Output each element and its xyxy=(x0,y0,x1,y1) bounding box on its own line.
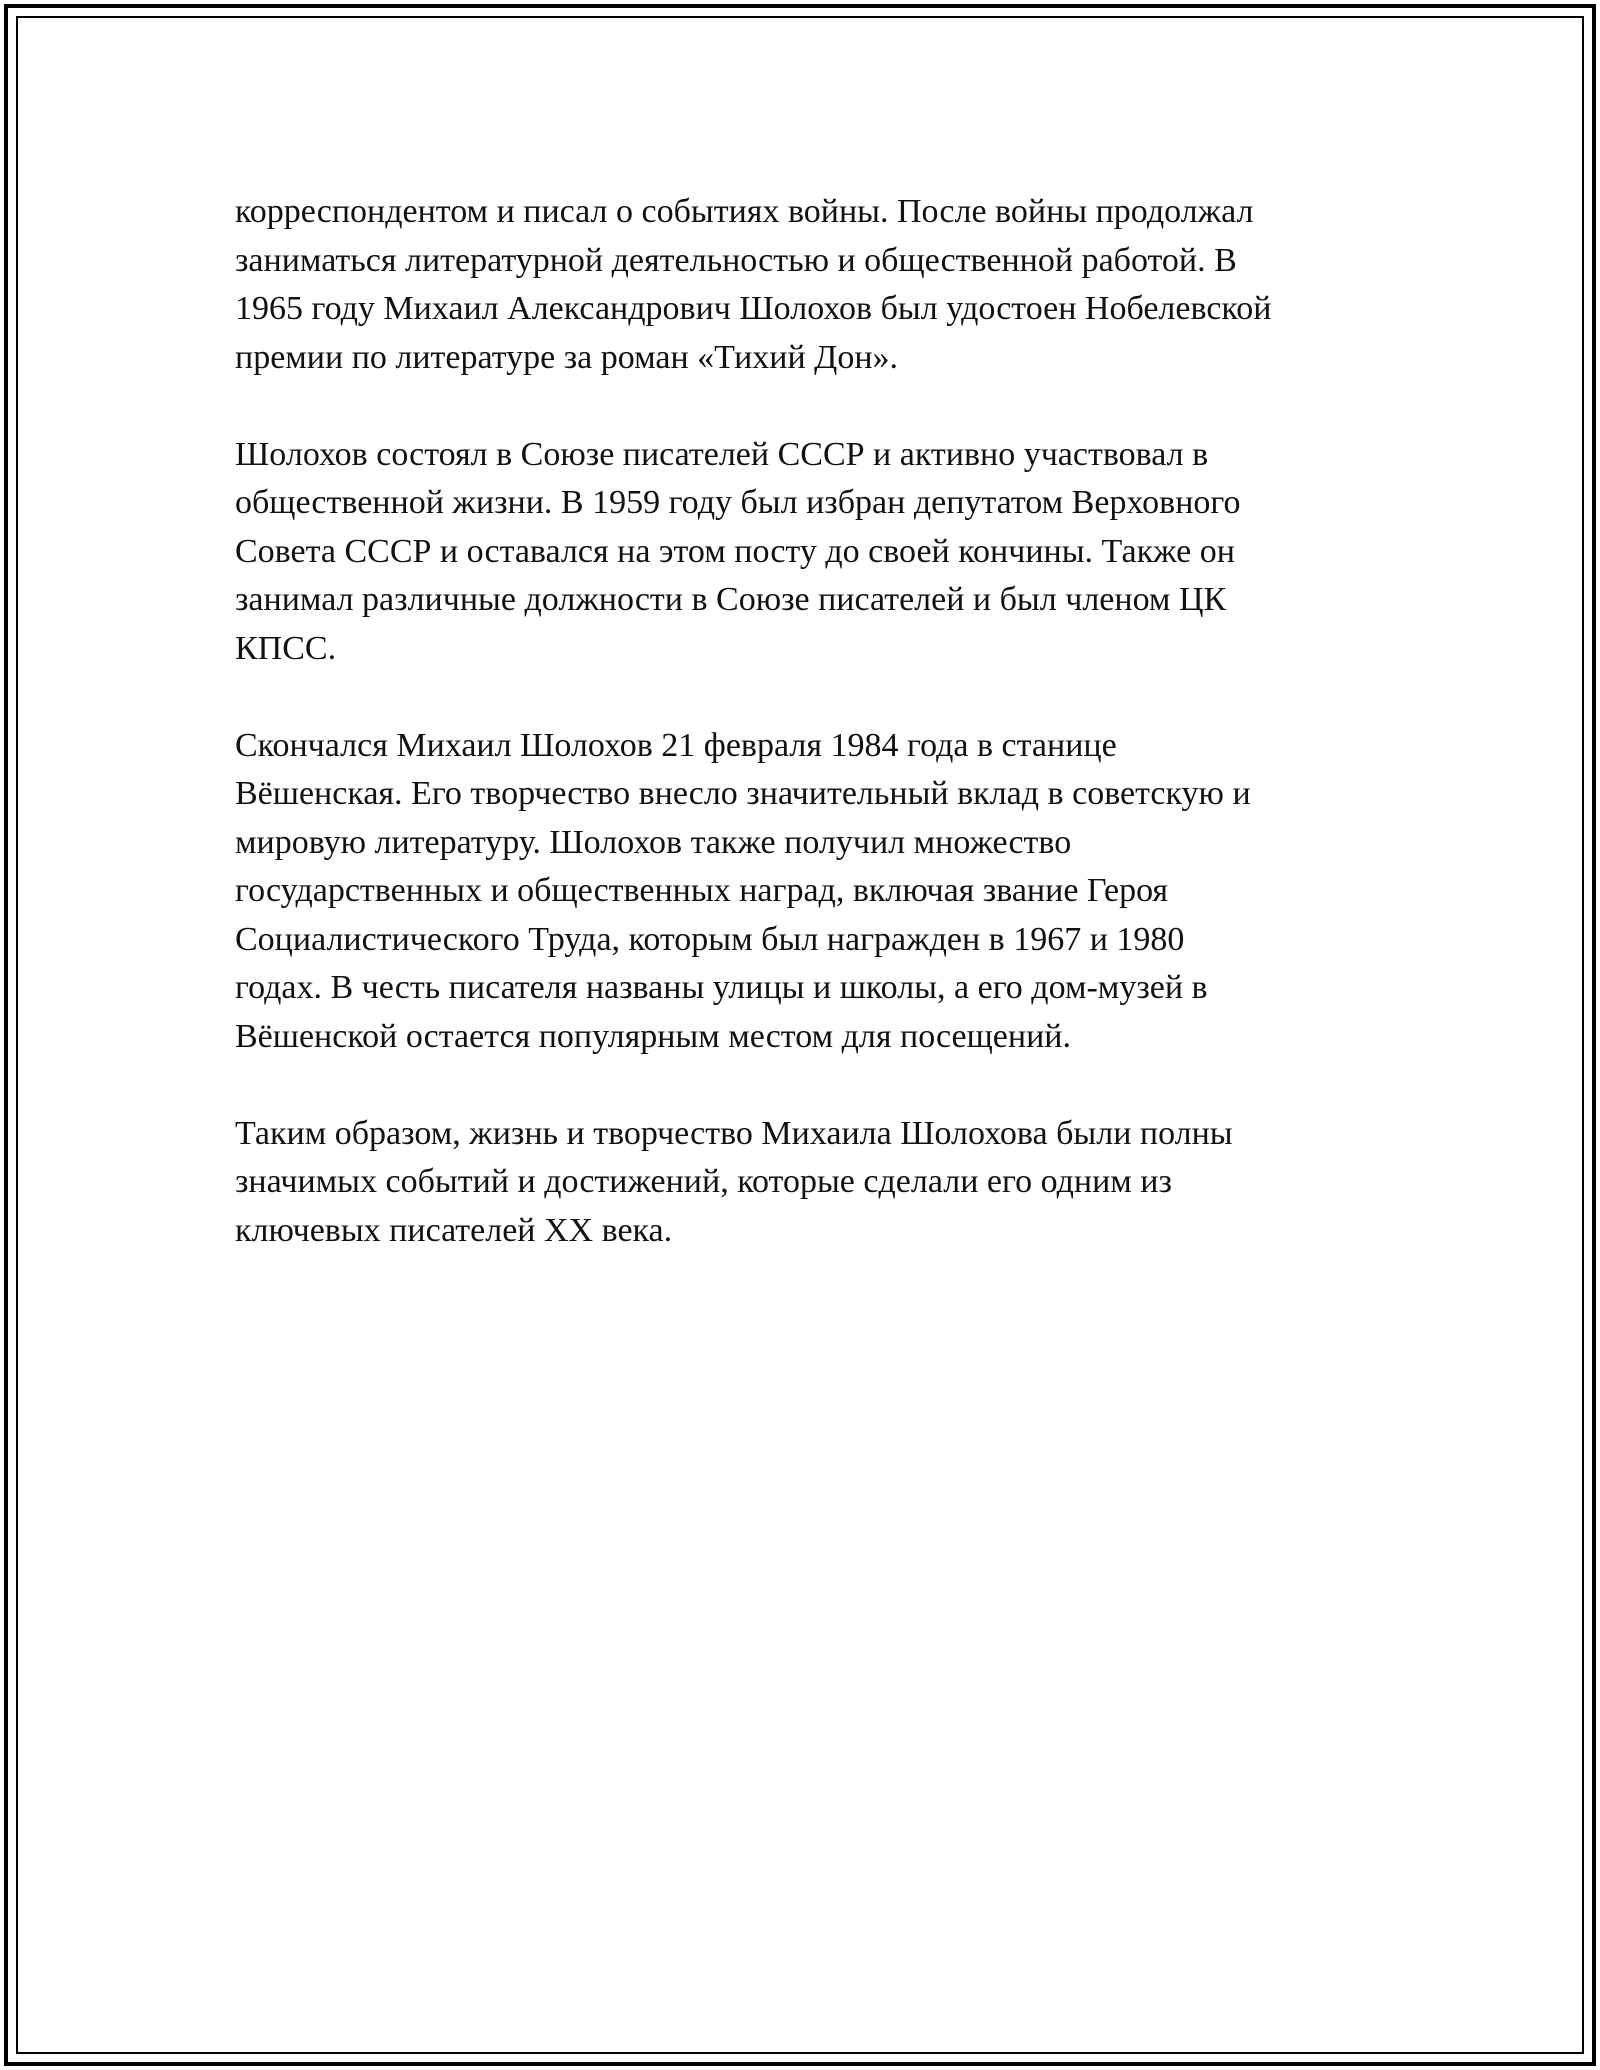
paragraph-2: Шолохов состоял в Союзе писателей СССР и активно участвовал в общественной жизни. В 1959 году был избран депутатом Верховного Совета СССР и оставался на этом посту до своей кончины. Также он занимал различные должности в Союзе писателей и был членом ЦК КПСС. xyxy=(235,435,1241,667)
paragraph-1: корреспондентом и писал о событиях войны. После войны продолжал заниматься литературной деятельностью и общественной работой. В 1965 году Михаил Александрович Шолохов был удостоен Нобелевской премии по литературе за роман «Тихий Дон». xyxy=(235,193,1272,376)
document-body xyxy=(235,188,1385,1255)
paragraph-4: Таким образом, жизнь и творчество Михаила Шолохова были полны значимых событий и достижений, которые сделали его одним из ключевых писателей XX века. xyxy=(235,1114,1233,1249)
paragraph-3: Скончался Михаил Шолохов 21 февраля 1984 года в станице Вёшенская. Его творчество внесло значительный вклад в советскую и мировую литературу. Шолохов также получил множество государственных и общественных наград, включая звание Героя Социалистического Труда, которым был награжден в 1967 и 1980 годах. В честь писателя названы улицы и школы, а его дом-музей в Вёшенской остается популярным местом для посещений. xyxy=(235,726,1251,1055)
